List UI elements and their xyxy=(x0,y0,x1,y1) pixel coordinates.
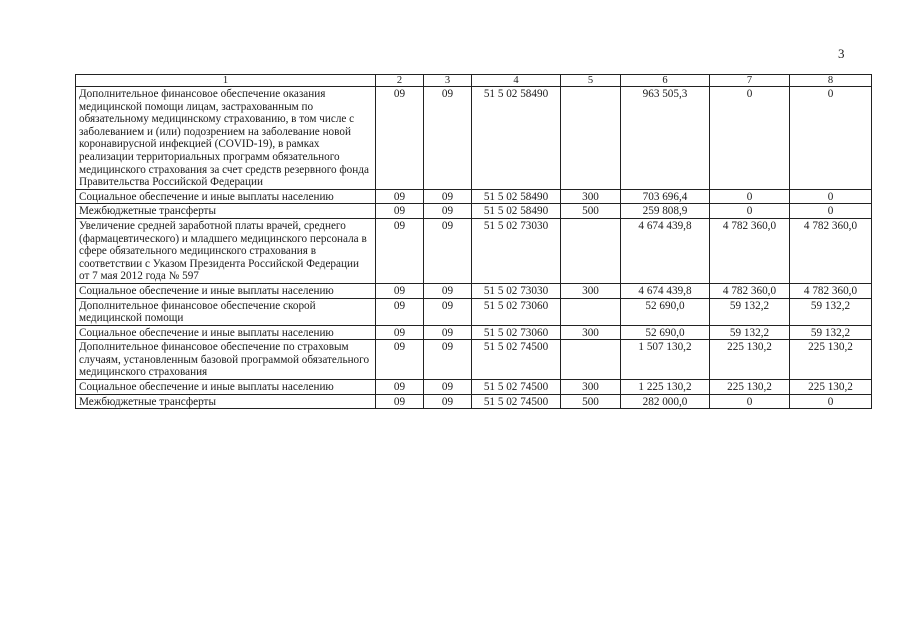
target-article-code: 51 5 02 58490 xyxy=(472,204,561,219)
amount-col-8: 4 782 360,0 xyxy=(790,218,872,283)
column-header-7: 7 xyxy=(710,75,790,87)
section-code: 09 xyxy=(376,380,424,395)
amount-col-7: 0 xyxy=(710,87,790,190)
amount-col-6: 259 808,9 xyxy=(621,204,710,219)
amount-col-8: 225 130,2 xyxy=(790,340,872,380)
table-row xyxy=(76,340,872,380)
amount-col-8: 0 xyxy=(790,394,872,409)
subsection-code: 09 xyxy=(424,394,472,409)
amount-col-6: 1 507 130,2 xyxy=(621,340,710,380)
table-row xyxy=(76,283,872,298)
target-article-code: 51 5 02 73030 xyxy=(472,283,561,298)
amount-col-8: 4 782 360,0 xyxy=(790,283,872,298)
subsection-code: 09 xyxy=(424,283,472,298)
section-code: 09 xyxy=(376,340,424,380)
column-header-3: 3 xyxy=(424,75,472,87)
target-article-code: 51 5 02 74500 xyxy=(472,394,561,409)
table-row xyxy=(76,218,872,283)
target-article-code: 51 5 02 58490 xyxy=(472,189,561,204)
amount-col-8: 0 xyxy=(790,189,872,204)
section-code: 09 xyxy=(376,87,424,190)
table-row xyxy=(76,380,872,395)
amount-col-6: 1 225 130,2 xyxy=(621,380,710,395)
subsection-code: 09 xyxy=(424,189,472,204)
amount-col-6: 4 674 439,8 xyxy=(621,283,710,298)
section-code: 09 xyxy=(376,189,424,204)
expense-type-code xyxy=(561,218,621,283)
table-row xyxy=(76,394,872,409)
amount-col-7: 225 130,2 xyxy=(710,340,790,380)
amount-col-8: 0 xyxy=(790,87,872,190)
expense-type-code: 500 xyxy=(561,204,621,219)
column-header-4: 4 xyxy=(472,75,561,87)
amount-col-7: 0 xyxy=(710,394,790,409)
subsection-code: 09 xyxy=(424,204,472,219)
table-row xyxy=(76,325,872,340)
section-code: 09 xyxy=(376,218,424,283)
row-description: Дополнительное финансовое обеспечение по страховым случаям, установленным базовой программой обязательного медицинского страхования xyxy=(76,340,376,380)
expense-type-code: 300 xyxy=(561,283,621,298)
target-article-code: 51 5 02 73060 xyxy=(472,298,561,325)
amount-col-6: 52 690,0 xyxy=(621,298,710,325)
subsection-code: 09 xyxy=(424,325,472,340)
subsection-code: 09 xyxy=(424,87,472,190)
row-description: Дополнительное финансовое обеспечение оказания медицинской помощи лицам, застрахованным по обязательному медицинскому страхованию, в том числе с заболеванием и (или) подозрением на заболевание новой коронавирусной инфекцией (COVID-19), в рамках реализации территориальных программ обязательного медицинского страхования за счет средств резервного фонда Правительства Российской Федерации xyxy=(76,87,376,190)
column-header-2: 2 xyxy=(376,75,424,87)
table-row xyxy=(76,87,872,190)
subsection-code: 09 xyxy=(424,340,472,380)
amount-col-8: 59 132,2 xyxy=(790,325,872,340)
row-description: Социальное обеспечение и иные выплаты населению xyxy=(76,283,376,298)
section-code: 09 xyxy=(376,394,424,409)
amount-col-7: 225 130,2 xyxy=(710,380,790,395)
row-description: Увеличение средней заработной платы врачей, среднего (фармацевтического) и младшего медицинского персонала в сфере обязательного медицинского страхования в соответствии с Указом Президента Российской Федерации от 7 мая 2012 года № 597 xyxy=(76,218,376,283)
row-description: Межбюджетные трансферты xyxy=(76,394,376,409)
target-article-code: 51 5 02 58490 xyxy=(472,87,561,190)
expense-type-code xyxy=(561,87,621,190)
amount-col-7: 59 132,2 xyxy=(710,325,790,340)
subsection-code: 09 xyxy=(424,218,472,283)
amount-col-7: 0 xyxy=(710,204,790,219)
target-article-code: 51 5 02 74500 xyxy=(472,380,561,395)
column-header-6: 6 xyxy=(621,75,710,87)
header-row xyxy=(76,75,872,87)
row-description: Межбюджетные трансферты xyxy=(76,204,376,219)
expense-type-code xyxy=(561,340,621,380)
subsection-code: 09 xyxy=(424,298,472,325)
column-header-8: 8 xyxy=(790,75,872,87)
amount-col-7: 0 xyxy=(710,189,790,204)
column-header-1: 1 xyxy=(76,75,376,87)
expense-type-code: 300 xyxy=(561,380,621,395)
expense-type-code: 300 xyxy=(561,325,621,340)
section-code: 09 xyxy=(376,204,424,219)
section-code: 09 xyxy=(376,325,424,340)
table-row xyxy=(76,204,872,219)
amount-col-8: 59 132,2 xyxy=(790,298,872,325)
amount-col-8: 0 xyxy=(790,204,872,219)
target-article-code: 51 5 02 73060 xyxy=(472,325,561,340)
target-article-code: 51 5 02 73030 xyxy=(472,218,561,283)
expense-type-code: 500 xyxy=(561,394,621,409)
row-description: Социальное обеспечение и иные выплаты населению xyxy=(76,380,376,395)
section-code: 09 xyxy=(376,298,424,325)
target-article-code: 51 5 02 74500 xyxy=(472,340,561,380)
expense-type-code xyxy=(561,298,621,325)
row-description: Социальное обеспечение и иные выплаты населению xyxy=(76,189,376,204)
amount-col-6: 52 690,0 xyxy=(621,325,710,340)
amount-col-7: 59 132,2 xyxy=(710,298,790,325)
table-row xyxy=(76,189,872,204)
amount-col-7: 4 782 360,0 xyxy=(710,218,790,283)
amount-col-8: 225 130,2 xyxy=(790,380,872,395)
expense-type-code: 300 xyxy=(561,189,621,204)
table-row xyxy=(76,298,872,325)
subsection-code: 09 xyxy=(424,380,472,395)
row-description: Социальное обеспечение и иные выплаты населению xyxy=(76,325,376,340)
amount-col-6: 963 505,3 xyxy=(621,87,710,190)
amount-col-6: 4 674 439,8 xyxy=(621,218,710,283)
row-description: Дополнительное финансовое обеспечение скорой медицинской помощи xyxy=(76,298,376,325)
amount-col-6: 282 000,0 xyxy=(621,394,710,409)
table-header xyxy=(76,75,872,87)
column-header-5: 5 xyxy=(561,75,621,87)
amount-col-6: 703 696,4 xyxy=(621,189,710,204)
section-code: 09 xyxy=(376,283,424,298)
page-number: 3 xyxy=(838,46,845,61)
amount-col-7: 4 782 360,0 xyxy=(710,283,790,298)
budget-table xyxy=(75,74,872,409)
table-body xyxy=(76,87,872,409)
